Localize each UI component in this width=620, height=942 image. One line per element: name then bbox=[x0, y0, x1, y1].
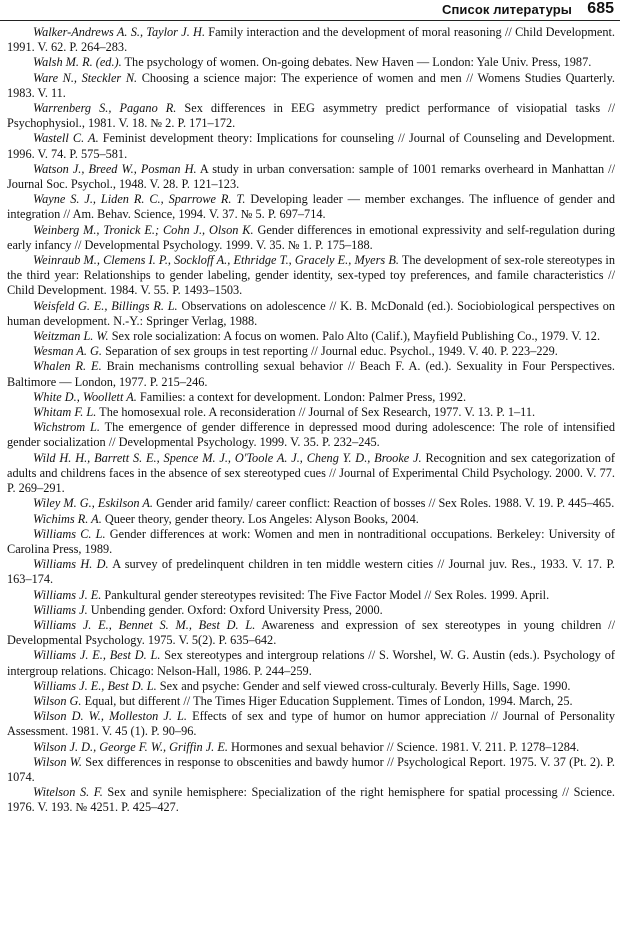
reference-entry bbox=[7, 588, 615, 603]
reference-authors: Wesman A. G. bbox=[33, 344, 103, 359]
reference-entry bbox=[7, 755, 615, 785]
reference-entry bbox=[7, 359, 615, 389]
reference-authors: Ware N., Steckler N. bbox=[33, 70, 138, 85]
reference-entry bbox=[7, 299, 615, 329]
reference-authors: Wilson W. bbox=[33, 754, 82, 769]
reference-text: Gender differences at work: Women and men in nontraditional occupations. Berkeley: University of Carolina Press, 1989. bbox=[7, 526, 615, 556]
reference-entry bbox=[7, 512, 615, 527]
reference-entry bbox=[7, 390, 615, 405]
reference-entry bbox=[7, 192, 615, 222]
reference-text: Sex role socialization: A focus on women. Palo Alto (Calif.), Mayfield Publishing Co., 1979. V. 12. bbox=[108, 329, 601, 344]
page-header bbox=[0, 0, 620, 21]
reference-authors: Weitzman L. W. bbox=[33, 329, 109, 344]
reference-entry bbox=[7, 405, 615, 420]
reference-text: Separation of sex groups in test reporting // Journal educ. Psychol., 1949. V. 40. P. 223–229. bbox=[102, 344, 558, 359]
reference-entry bbox=[7, 101, 615, 131]
reference-text: Feminist development theory: Implications for counseling // Journal of Counseling and Development. 1996. V. 74. P. 575–581. bbox=[7, 131, 615, 161]
reference-authors: Wilson G. bbox=[33, 693, 82, 708]
reference-authors: Walker-Andrews A. S., Taylor J. H. bbox=[33, 25, 206, 39]
reference-text: Awareness and expression of sex stereotypes in young children // Developmental Psychology. 1975. V. 5(2). P. 635–642. bbox=[7, 617, 615, 648]
reference-entry bbox=[7, 557, 615, 587]
reference-text: Effects of sex and type of humor on humor appreciation // Journal of Personality Assessment. 1981. V. 45 (1). P. 90–96. bbox=[7, 709, 615, 739]
reference-entry bbox=[7, 603, 615, 618]
reference-authors: Wayne S. J., Liden R. C., Sparrowe R. T. bbox=[33, 192, 246, 207]
reference-authors: Williams H. D. bbox=[33, 557, 109, 572]
reference-authors: Warrenberg S., Pagano R. bbox=[33, 101, 177, 116]
reference-entry bbox=[7, 618, 615, 648]
reference-text: Brain mechanisms controlling sexual behavior // Beach F. A. (ed.). Sexuality in Four Perspectives. Baltimore — London, 1977. P. 215–246. bbox=[7, 359, 615, 389]
running-title: Список литературы bbox=[441, 2, 572, 17]
reference-authors: Wild H. H., Barrett S. E., Spence M. J., O'Toole A. J., Cheng Y. D., Brooke J. bbox=[33, 450, 422, 465]
reference-authors: Williams J. E., Best D. L. bbox=[33, 648, 161, 663]
reference-entry bbox=[7, 709, 615, 739]
reference-text: Gender differences in emotional expressivity and self-regulation during early infancy // Developmental Psychology. 1999. V. 35. № 1. P. 175–188. bbox=[7, 222, 616, 252]
reference-authors: White D., Woollett A. bbox=[33, 389, 137, 404]
reference-entry bbox=[7, 55, 615, 70]
reference-text: The psychology of women. On-going debates. New Haven — London: Yale Univ. Press, 1987. bbox=[121, 55, 592, 70]
reference-text: The emergence of gender difference in depressed mood during adolescence: The role of intensified gender socialization // Developmental Psychology. 1999. V. 35. P. 232–245. bbox=[7, 420, 615, 450]
reference-authors: Williams C. L. bbox=[33, 526, 106, 541]
reference-text: Unbending gender. Oxford: Oxford University Press, 2000. bbox=[87, 602, 383, 617]
reference-authors: Weinberg M., Tronick E.; Cohn J., Olson K. bbox=[33, 222, 254, 237]
reference-text: A survey of predelinquent children in ten middle western cities // Journal juv. Res., 1933. V. 17. P. 163–174. bbox=[7, 557, 615, 587]
reference-text: A study in urban conversation: sample of 1001 remarks overheard in Manhattan // Journal Soc. Psychol., 1948. V. 28. P. 121–123. bbox=[7, 161, 616, 192]
reference-authors: Wichims R. A. bbox=[33, 511, 102, 526]
reference-authors: Whitam F. L. bbox=[33, 405, 97, 420]
reference-authors: Wastell C. A. bbox=[33, 131, 99, 146]
reference-text: Equal, but different // The Times Higer Education Supplement. Times of London, 1994. March, 25. bbox=[81, 693, 573, 708]
reference-text: Hormones and sexual behavior // Science. 1981. V. 211. P. 1278–1284. bbox=[227, 739, 580, 754]
reference-entry bbox=[7, 740, 615, 755]
reference-list bbox=[7, 25, 615, 816]
reference-text: Pankultural gender stereotypes revisited: The Five Factor Model // Sex Roles. 1999. April. bbox=[101, 587, 550, 602]
reference-text: The homosexual role. A reconsideration // Journal of Sex Research, 1977. V. 13. P. 1–11. bbox=[96, 405, 536, 420]
reference-text: Sex differences in response to obscenities and bawdy humor // Psychological Report. 1975. V. 37 (Pt. 2). P. 1074. bbox=[7, 754, 615, 784]
reference-entry bbox=[7, 420, 615, 450]
reference-authors: Walsh M. R. (ed.). bbox=[33, 55, 122, 70]
reference-text: Gender arid family/ career conflict: Reaction of bosses // Sex Roles. 1988. V. 19. P. 445–465. bbox=[153, 496, 615, 511]
reference-authors: Williams J. E., Best D. L. bbox=[33, 678, 157, 693]
reference-authors: Williams J. E., Bennet S. M., Best D. L. bbox=[33, 617, 256, 632]
reference-entry bbox=[7, 496, 615, 511]
reference-authors: Watson J., Breed W., Posman H. bbox=[33, 161, 197, 176]
reference-entry bbox=[7, 451, 615, 497]
reference-authors: Williams J. E. bbox=[33, 587, 102, 602]
reference-text: Sex and psyche: Gender and self viewed cross-culturaly. Beverly Hills, Sage. 1990. bbox=[156, 678, 571, 693]
reference-text: Choosing a science major: The experience of women and men // Womens Studies Quarterly. 1983. V. 11. bbox=[7, 70, 615, 100]
reference-entry bbox=[7, 694, 615, 709]
reference-entry bbox=[7, 223, 615, 253]
reference-text: Recognition and sex categorization of adults and childrens faces in the absence of sex stereotyped cues // Journal of Experimental Child Psychology. 2000. V. 77. P. 269–291. bbox=[7, 450, 615, 496]
page-number: 685 bbox=[587, 0, 614, 17]
reference-text: Sex differences in EEG asymmetry predict performance of visiopatial tasks // Psychophysiol., 1981. V. 18. № 2. P. 171–172. bbox=[7, 101, 615, 131]
reference-entry bbox=[7, 785, 615, 815]
reference-text: Sex stereotypes and intergroup relations // S. Worshel, W. G. Austin (eds.). Psychology of intergroup relations. Chicago: Nelson-Hall, 1986. P. 244–259. bbox=[7, 648, 616, 678]
reference-entry bbox=[7, 71, 615, 101]
reference-entry bbox=[7, 131, 615, 161]
reference-authors: Weisfeld G. E., Billings R. L. bbox=[33, 298, 178, 313]
reference-authors: Wichstrom L. bbox=[33, 420, 100, 435]
reference-authors: Wilson D. W., Molleston J. L. bbox=[33, 709, 187, 724]
reference-authors: Whalen R. E. bbox=[33, 359, 102, 374]
reference-entry bbox=[7, 344, 615, 359]
reference-entry bbox=[7, 25, 615, 55]
reference-entry bbox=[7, 329, 615, 344]
reference-text: Observations on adolescence // K. B. McDonald (ed.). Sociobiological perspectives on human development. N.-Y.: Springer Verlag, 1988. bbox=[7, 298, 615, 328]
reference-authors: Wilson J. D., George F. W., Griffin J. E. bbox=[33, 739, 228, 754]
reference-entry bbox=[7, 527, 615, 557]
reference-entry bbox=[7, 162, 615, 192]
reference-entry bbox=[7, 679, 615, 694]
reference-text: The development of sex-role stereotypes in the third year: Relationships to gender labeling, gender identity, sex-typed toy preferences, and famile characteristics // Child Development. 1984. V. 55. P. 1493–1503. bbox=[7, 253, 615, 298]
reference-text: Developing leader — member exchanges. The influence of gender and integration // Am. Behav. Science, 1994. V. 37. № 5. P. 697–714. bbox=[7, 192, 615, 222]
reference-text: Families: a context for development. London: Palmer Press, 1992. bbox=[136, 389, 467, 404]
reference-text: Sex and synile hemisphere: Specialization of the right hemisphere for spatial processing // Science. 1976. V. 193. № 4251. P. 425–427. bbox=[7, 785, 615, 815]
reference-entry bbox=[7, 253, 615, 299]
reference-authors: Wiley M. G., Eskilson A. bbox=[33, 496, 153, 511]
reference-authors: Williams J. bbox=[33, 602, 88, 617]
reference-text: Queer theory, gender theory. Los Angeles: Alyson Books, 2004. bbox=[101, 511, 419, 526]
reference-authors: Witelson S. F. bbox=[33, 785, 103, 800]
reference-entry bbox=[7, 648, 615, 678]
reference-text: Family interaction and the development of moral reasoning // Child Development. 1991. V. 62. P. 264–283. bbox=[7, 25, 615, 55]
reference-authors: Weinraub M., Clemens I. P., Sockloff A., Ethridge T., Gracely E., Myers B. bbox=[33, 253, 399, 268]
